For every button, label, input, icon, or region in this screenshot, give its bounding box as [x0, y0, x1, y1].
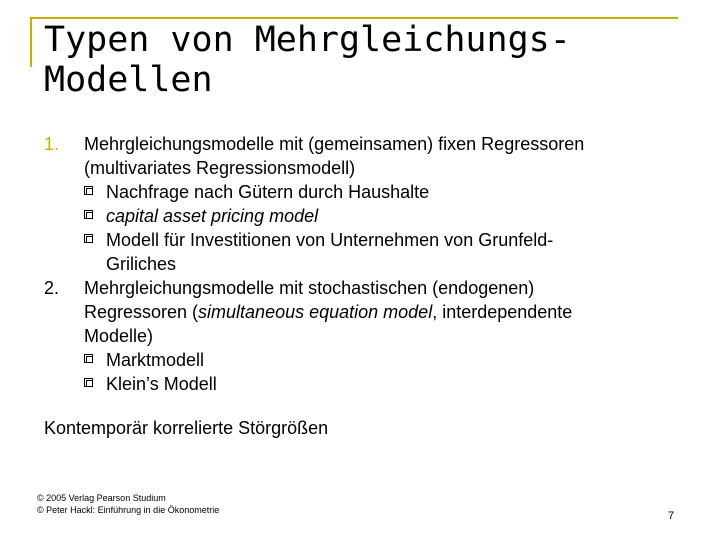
- sub-item-1-1: [44, 180, 684, 204]
- list-item-2: [44, 276, 684, 348]
- list-item-1-line-1: Mehrgleichungsmodelle mit (gemeinsamen) fixen Regressoren: [84, 134, 585, 154]
- footer-line-1: © 2005 Verlag Pearson Studium: [37, 493, 166, 503]
- hollow-square-bullet-icon: [84, 210, 93, 219]
- slide-title: [44, 20, 571, 100]
- hollow-square-bullet-icon: [84, 354, 93, 363]
- title-line-1: Typen von Mehrgleichungs-: [44, 20, 571, 60]
- list-item-2-line-2-b: , interdependente: [432, 302, 573, 322]
- list-number-2: 2.: [44, 278, 60, 298]
- title-accent-left-line: [30, 17, 32, 67]
- sub-item-1-3: [44, 228, 684, 276]
- sub-item-1-2-text: capital asset pricing model: [106, 206, 319, 226]
- list-item-1-line-2: (multivariates Regressionsmodell): [84, 158, 356, 178]
- sub-item-2-1-text: Marktmodell: [106, 350, 205, 370]
- list-number-1: 1.: [44, 134, 60, 154]
- list-item-1: [44, 132, 684, 180]
- sub-item-1-3-line-1: Modell für Investitionen von Unternehmen von Grunfeld-: [106, 230, 554, 250]
- plain-paragraph: Kontemporär korrelierte Störgrößen: [44, 418, 329, 438]
- page-number: 7: [668, 510, 675, 522]
- sub-item-2-1: [44, 348, 684, 372]
- list-item-2-line-2-a: Regressoren (: [84, 302, 199, 322]
- slide-content: [44, 132, 684, 440]
- title-line-2: Modellen: [44, 60, 213, 100]
- list-item-2-line-2: [84, 300, 684, 324]
- sub-item-2-2: [44, 372, 684, 396]
- list-item-2-line-1: Mehrgleichungsmodelle mit stochastischen (endogenen): [84, 278, 535, 298]
- list-item-2-line-2-emphasis: simultaneous equation model: [198, 302, 433, 322]
- sub-item-1-1-text: Nachfrage nach Gütern durch Haushalte: [106, 182, 430, 202]
- footer-line-2: © Peter Hackl: Einführung in die Ökonometrie: [37, 505, 220, 515]
- list-item-2-line-3: Modelle): [84, 326, 154, 346]
- sub-item-2-2-text: Klein’s Modell: [106, 374, 217, 394]
- hollow-square-bullet-icon: [84, 186, 93, 195]
- title-accent-top-line: [30, 17, 678, 19]
- slide-footer: [37, 492, 219, 516]
- hollow-square-bullet-icon: [84, 378, 93, 387]
- hollow-square-bullet-icon: [84, 234, 93, 243]
- sub-item-1-2: [44, 204, 684, 228]
- sub-item-1-3-line-2: Griliches: [106, 254, 177, 274]
